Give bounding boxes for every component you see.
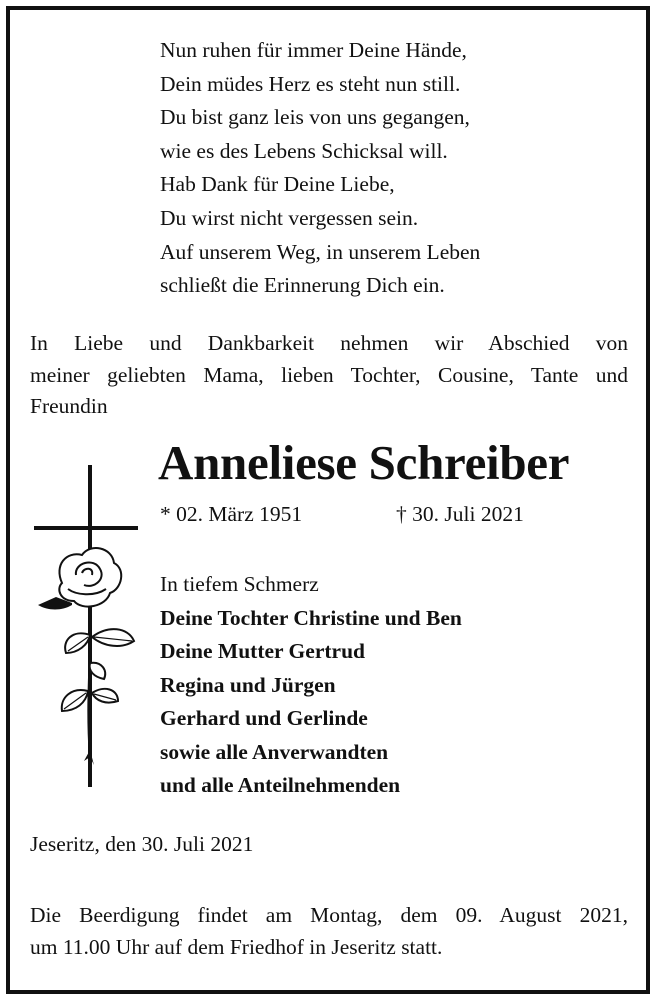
farewell-line: In Liebe und Dankbarkeit nehmen wir Abschied von bbox=[30, 331, 628, 355]
poem-line: schließt die Erinnerung Dich ein. bbox=[160, 273, 445, 298]
farewell-line: meiner geliebten Mama, lieben Tochter, Cousine, Tante und bbox=[30, 362, 628, 387]
poem-line: Hab Dank für Deine Liebe, bbox=[160, 172, 395, 197]
mourner-entry: sowie alle Anverwandten bbox=[160, 739, 389, 764]
birth-date: * 02. März 1951 bbox=[160, 502, 303, 526]
funeral-line: um 11.00 Uhr auf dem Friedhof in Jeseritz statt. bbox=[30, 934, 443, 959]
mourners-heading: In tiefem Schmerz bbox=[160, 572, 319, 596]
mourner-entry: Gerhard und Gerlinde bbox=[160, 706, 368, 730]
mourners bbox=[160, 568, 462, 803]
poem-line: Du bist ganz leis von uns gegangen, bbox=[160, 105, 470, 130]
mourner-entry: und alle Anteilnehmenden bbox=[160, 773, 401, 797]
funeral-notice bbox=[30, 900, 628, 963]
mourner-entry: Deine Tochter Christine und Ben bbox=[160, 605, 462, 630]
poem-line: Du wirst nicht vergessen sein. bbox=[160, 205, 419, 230]
life-dates bbox=[160, 502, 524, 527]
mourner-entry: Deine Mutter Gertrud bbox=[160, 639, 365, 663]
mourner-entry: Regina und Jürgen bbox=[160, 672, 336, 697]
obituary-frame bbox=[6, 6, 650, 994]
deceased-name: Anneliese Schreiber bbox=[158, 435, 570, 490]
cross-with-rose-icon bbox=[32, 465, 142, 795]
poem bbox=[160, 34, 480, 303]
poem-line: Dein müdes Herz es steht nun still. bbox=[160, 71, 461, 96]
poem-line: Auf unserem Weg, in unserem Leben bbox=[160, 239, 481, 264]
funeral-line: Die Beerdigung findet am Montag, dem 09. August 2021, bbox=[30, 903, 628, 927]
farewell-line: Freundin bbox=[30, 394, 108, 418]
place-and-date: Jeseritz, den 30. Juli 2021 bbox=[30, 832, 254, 856]
death-date: † 30. Juli 2021 bbox=[396, 502, 524, 526]
poem-line: Nun ruhen für immer Deine Hände, bbox=[160, 38, 467, 62]
poem-line: wie es des Lebens Schicksal will. bbox=[160, 138, 448, 163]
farewell-text bbox=[30, 328, 628, 423]
